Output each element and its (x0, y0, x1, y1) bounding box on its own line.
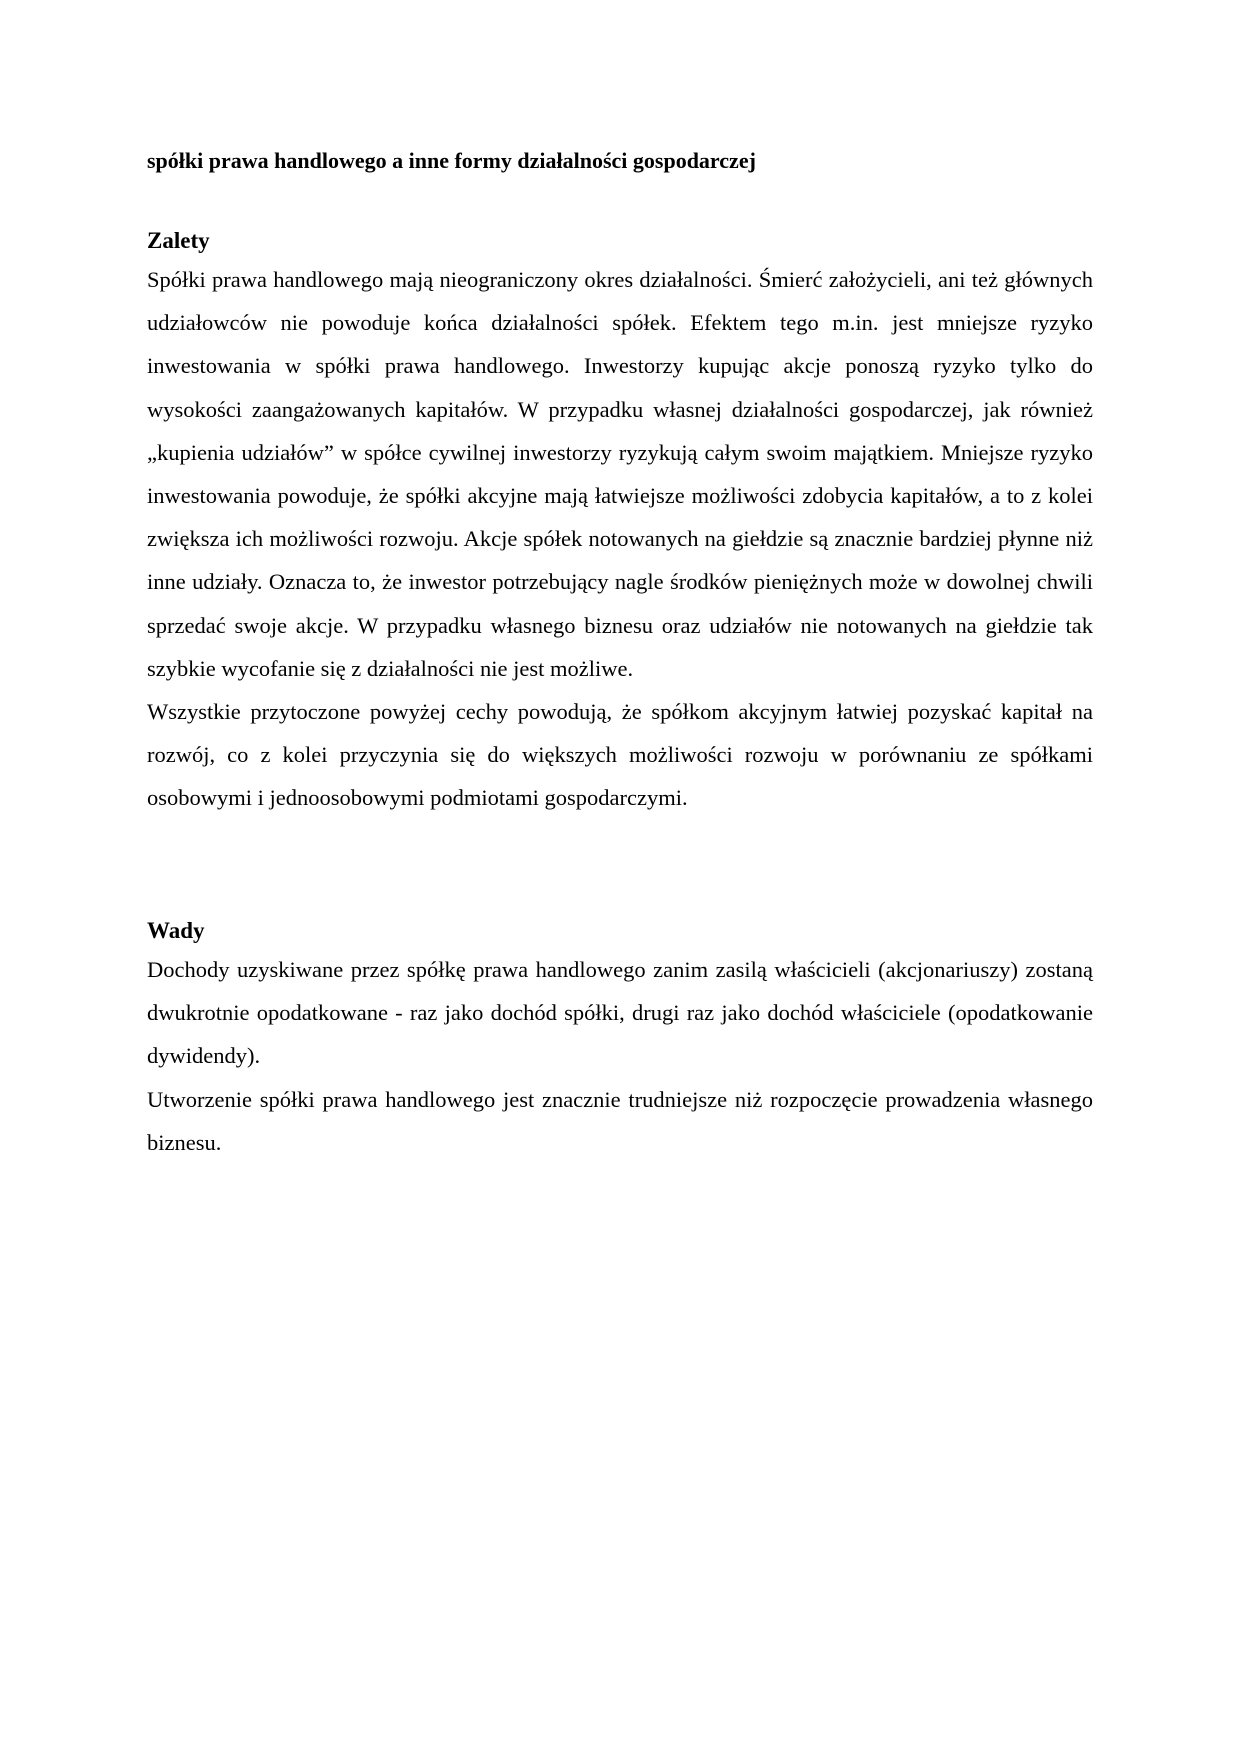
document-title: spółki prawa handlowego a inne formy działalności gospodarczej (147, 148, 756, 173)
section-heading-disadvantages: Wady (147, 918, 205, 943)
section-advantages (147, 224, 1093, 820)
section-disadvantages (147, 914, 1093, 1164)
disadvantages-paragraph-1: Dochody uzyskiwane przez spółkę prawa handlowego zanim zasilą właścicieli (akcjonariuszy) zostaną dwukrotnie opodatkowane - raz jako dochód spółki, drugi raz jako dochód właściciele (opodatkowanie dywidendy). (147, 957, 1093, 1069)
disadvantages-paragraph-2: Utworzenie spółki prawa handlowego jest znacznie trudniejsze niż rozpoczęcie prowadzenia własnego biznesu. (147, 1086, 1093, 1155)
section-heading-advantages: Zalety (147, 228, 210, 253)
advantages-paragraph-2: Wszystkie przytoczone powyżej cechy powodują, że spółkom akcyjnym łatwiej pozyskać kapitał na rozwój, co z kolei przyczynia się do większych możliwości rozwoju w porównaniu ze spółkami osobowymi i jednoosobowymi podmiotami gospodarczymi. (147, 699, 1093, 811)
advantages-paragraph-1: Spółki prawa handlowego mają nieograniczony okres działalności. Śmierć założycieli, ani też głównych udziałowców nie powoduje końca działalności spółek. Efektem tego m.in. jest mniejsze ryzyko inwestowania w spółki prawa handlowego. Inwestorzy kupując akcje ponoszą ryzyko tylko do wysokości zaangażowanych kapitałów. W przypadku własnej działalności gospodarczej, jak również „kupienia udziałów” w spółce cywilnej inwestorzy ryzykują całym swoim majątkiem. Mniejsze ryzyko inwestowania powoduje, że spółki akcyjne mają łatwiejsze możliwości zdobycia kapitałów, a to z kolei zwiększa ich możliwości rozwoju. Akcje spółek notowanych na giełdzie są znacznie bardziej płynne niż inne udziały. Oznacza to, że inwestor potrzebujący nagle środków pieniężnych może w dowolnej chwili sprzedać swoje akcje. W przypadku własnego biznesu oraz udziałów nie notowanych na giełdzie tak szybkie wycofanie się z działalności nie jest możliwe. (147, 267, 1093, 681)
